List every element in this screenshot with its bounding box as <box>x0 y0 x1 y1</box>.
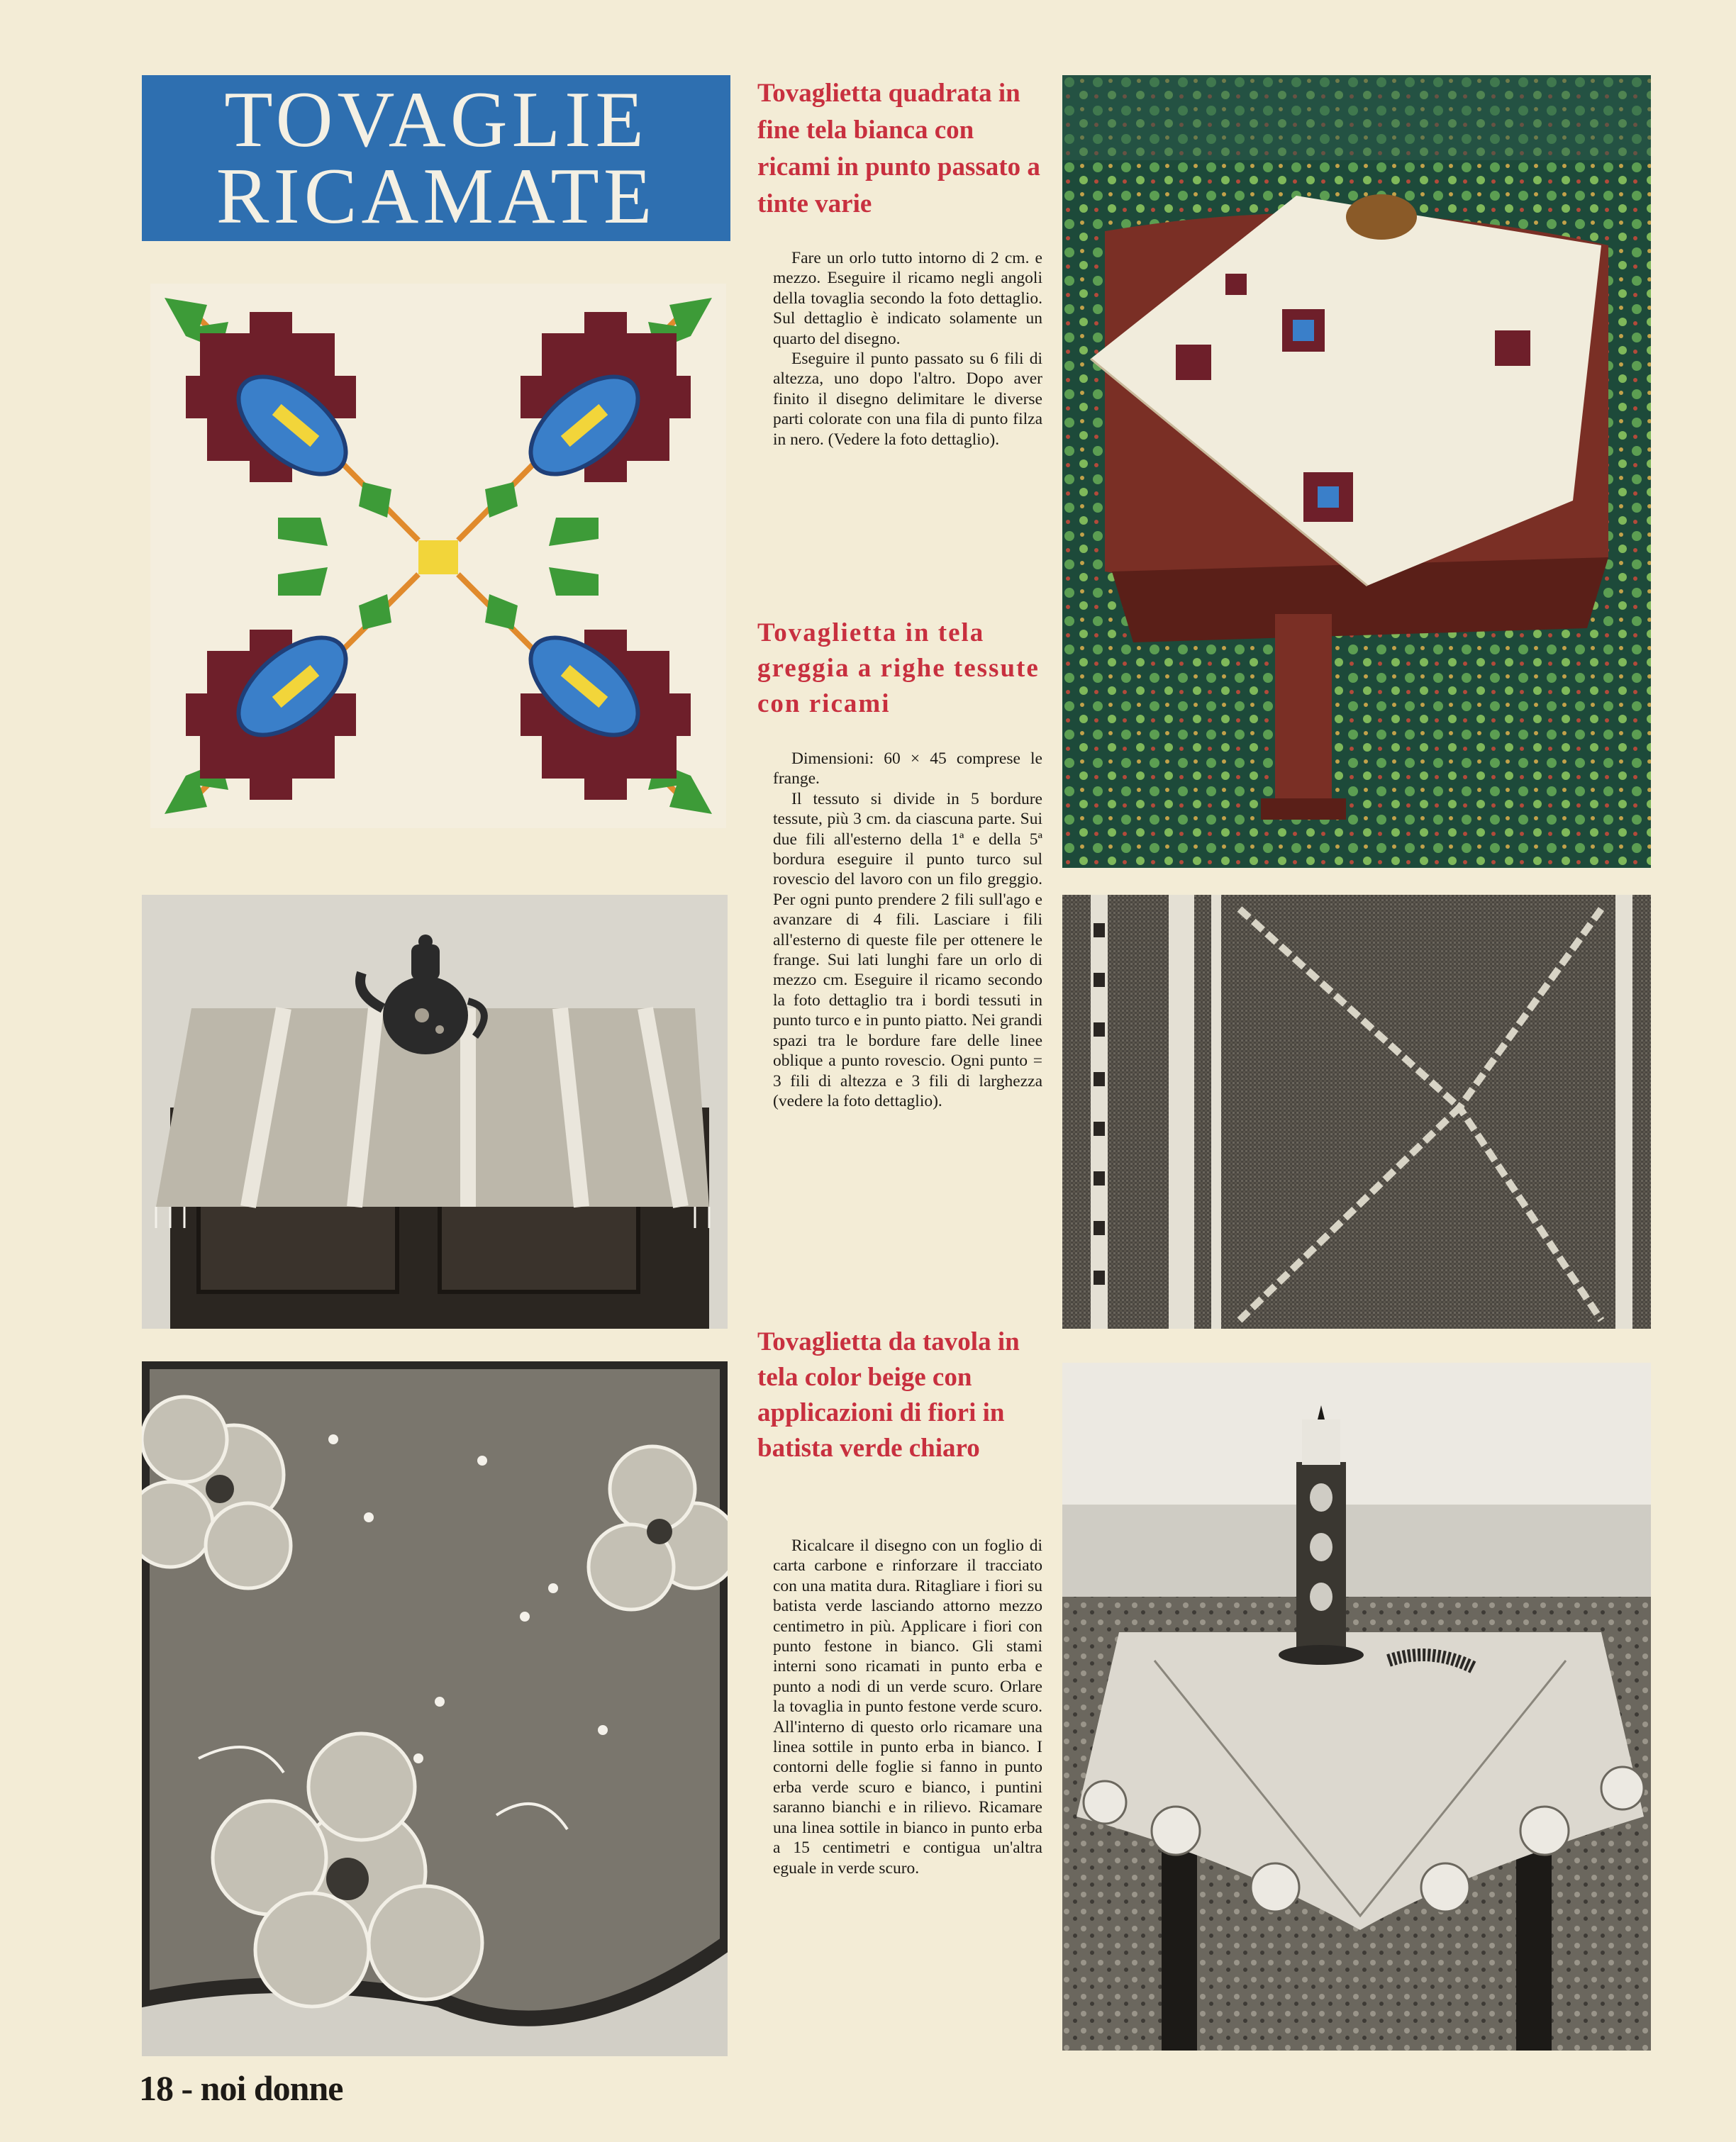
embroidery-pattern-detail <box>150 284 726 828</box>
title-line-2: RICAMATE <box>216 152 657 240</box>
article-2-paragraph: Dimensioni: 60 × 45 comprese le frange. <box>773 749 1042 788</box>
article-1-heading: Tovaglietta quadrata in fine tela bianca con ricami in punto passato a tinte varie <box>757 79 1040 218</box>
article-1-paragraph: Fare un orlo tutto intorno di 2 cm. e mezzo. Eseguire il ricamo negli angoli della tovaglia secondo la foto dettaglio. Sul dettaglio è indicato solamente un quarto del disegno. <box>773 249 1042 348</box>
article-2-heading: Tovaglietta in tela greggia a righe tessute con ricami <box>757 618 1040 718</box>
article-3-paragraph: Ricalcare il disegno con un foglio di carta carbone e rinforzare il tracciato con una matita dura. Ritagliare i fiori su batista verde lasciando attorno mezzo centimetro in più. Applicare i fiori con punto festone in bianco. Gli stami interni sono ricamati in punto erba e punto a nodi di un verde scuro. Orlare la tovaglia in punto festone verde scuro. All'interno di questo orlo ricamare una linea sottile in punto erba in bianco. I contorni delle foglie si fanno in punto erba verde scuro e bianco, i puntini saranno bianchi e in rilievo. Ricamare una linea sottile in bianco in punto erba a 15 centimetri e contigua un'altra eguale in verde scuro. <box>773 1536 1042 1878</box>
title-banner <box>142 75 730 241</box>
title-line-1: TOVAGLIE <box>224 76 648 164</box>
article-2-body <box>773 749 1042 1111</box>
article-1-body <box>773 248 1042 450</box>
article-3-heading: Tovaglietta da tavola in tela color beige con applicazioni di fiori in batista verde chiaro <box>757 1327 1020 1463</box>
article-3-body <box>773 1536 1042 1878</box>
candle-table-photo <box>1062 1363 1651 2051</box>
article-2-paragraph: Il tessuto si divide in 5 bordure tessute, più 3 cm. da ciascuna parte. Sui due fili all'esterno della 1ª e della 5ª bordura eseguire il punto turco sul rovescio del lavoro con un filo greggio. Per ogni punto prendere 2 fili sull'ago e avanzare di 4 fili. Lasciare i fili all'esterno di queste file per ottenere le frange. Sui lati lunghi fare un orlo di mezzo cm. Eseguire il ricamo secondo la foto dettaglio tra i bordi tessuti in punto turco e in punto piatto. Nei grandi spazi tra le bordure fare delle linee oblique a punto rovescio. Ogni punto = 3 fili di altezza e 3 fili di larghezza (vedere la foto dettaglio). <box>773 789 1042 1110</box>
striped-tablecloth-photo <box>142 895 728 1329</box>
woven-border-detail <box>1062 895 1651 1329</box>
tablecloth-color-photo <box>1062 75 1651 868</box>
page-footer: 18 - noi donne <box>139 2068 343 2108</box>
flower-applique-detail <box>142 1361 728 2056</box>
article-1-paragraph: Eseguire il punto passato su 6 fili di altezza, uno dopo l'altro. Dopo aver finito il disegno delimitare le diverse parti colorate con una fila di punto filza in nero. (Vedere la foto dettaglio). <box>773 350 1042 449</box>
